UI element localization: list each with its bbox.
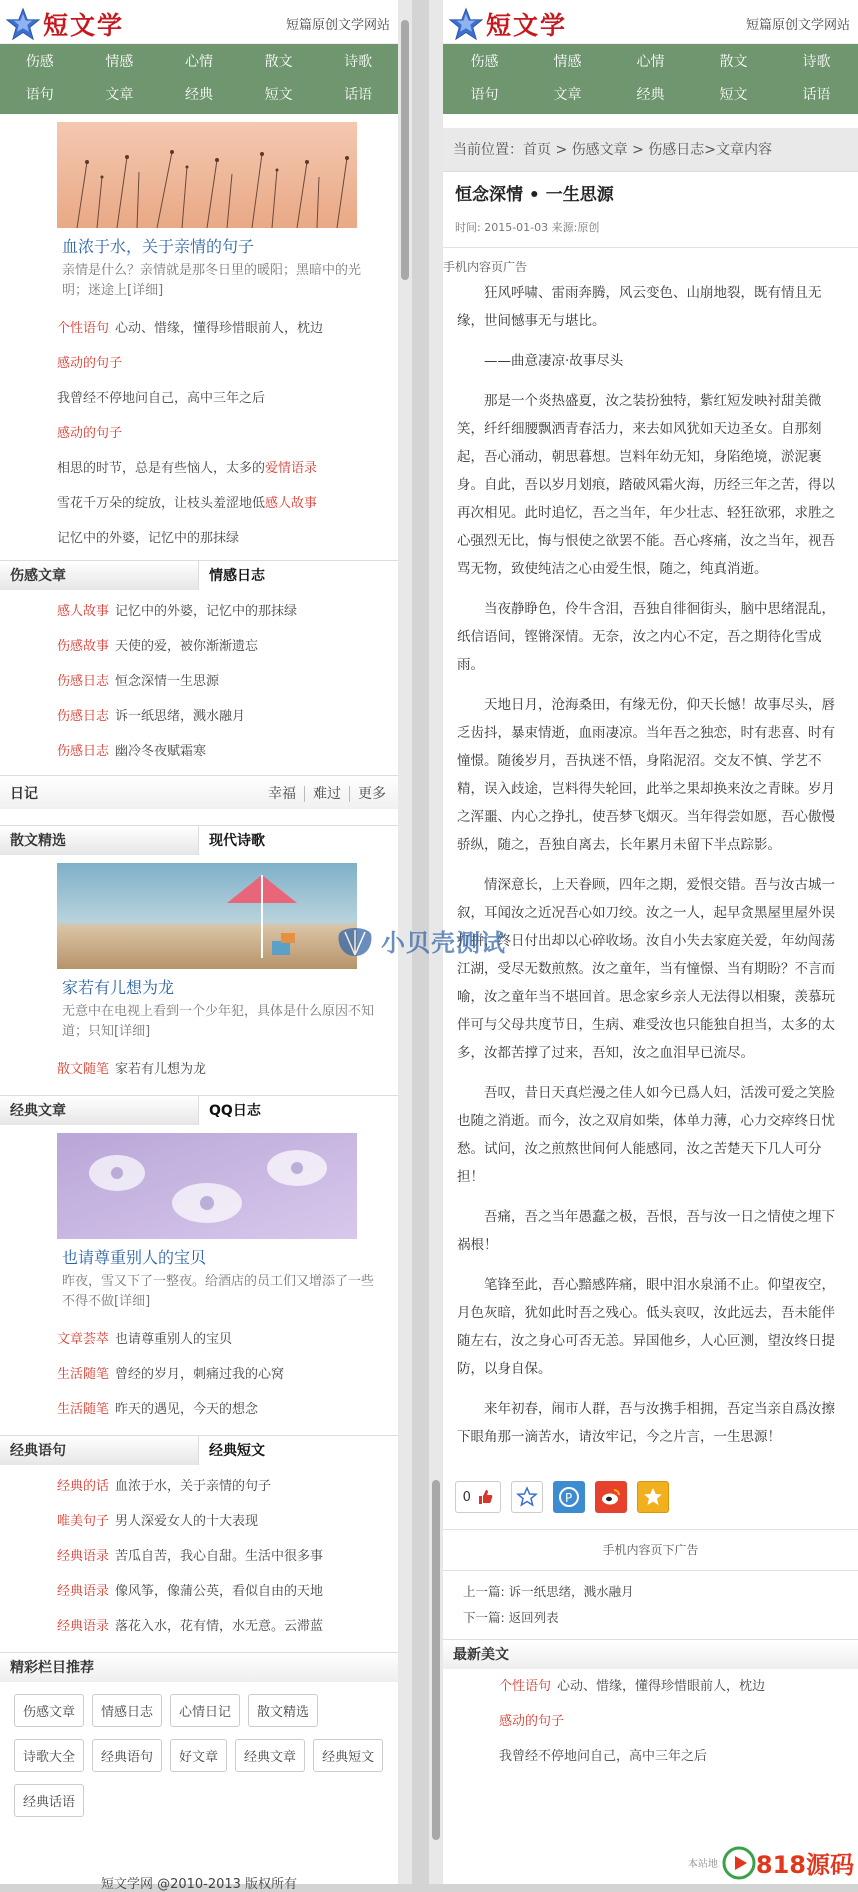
recommend-tag[interactable]: 心情日记 [170,1694,240,1727]
list-item[interactable] [0,734,398,769]
item-text[interactable]: 落花入水，花有情，水无意。云滞蓝 [115,1619,324,1634]
list-item[interactable] [0,1539,398,1574]
shell-icon [335,922,375,958]
nav-item[interactable]: 短文 [264,87,293,103]
article-paragraph: ——曲意凄凉·故事尽头 [484,353,624,369]
item-text[interactable]: 心动、惜缘，懂得珍惜眼前人，枕边 [557,1679,766,1694]
item-text[interactable]: 昨天的遇见，今天的想念 [115,1402,259,1417]
site-slogan: 短篇原创文学网站 [285,18,390,33]
play-logo-icon [722,1846,756,1880]
share-qzone-button[interactable] [553,1481,585,1513]
nav-item[interactable]: 话语 [344,87,373,103]
list-item[interactable] [0,1469,398,1504]
article-paragraph: 吾痛，吾之当年愚蠢之极，吾恨，吾与汝一日之情使之埋下祸根！ [457,1209,835,1253]
breadcrumb[interactable]: 当前位置：首页 > 伤感文章 > 伤感日志>文章内容 [443,128,858,172]
svg-text:P: P [565,1491,573,1505]
category-label[interactable]: 文章荟萃 [57,1332,110,1347]
list-item[interactable] [0,521,398,556]
nav-item[interactable]: 语句 [25,87,54,103]
logo-text: 短文学 [486,11,568,40]
nav-item[interactable]: 情感 [553,54,582,70]
article-body [443,275,858,1451]
recommend-tag[interactable]: 伤感文章 [14,1694,84,1727]
recommend-tag[interactable]: 经典文章 [235,1739,305,1772]
category-label[interactable]: 伤感日志 [57,744,110,759]
item-text[interactable]: 像风筝，像蒲公英，看似自由的天地 [115,1584,324,1599]
tab-qq-diary[interactable]: QQ日志 [199,1096,398,1125]
category-label[interactable]: 个性语句 [499,1679,552,1694]
star-outline-icon [517,1487,537,1507]
category-label[interactable]: 伤感故事 [57,639,110,654]
article-list-4 [0,1322,398,1427]
category-label[interactable]: 经典语录 [57,1549,110,1564]
feature-image-grass[interactable] [57,122,357,228]
nav-item[interactable]: 心情 [184,54,213,70]
tab-classic-short[interactable]: 经典短文 [199,1436,398,1465]
item-text[interactable]: 我曾经不停地问自己，高中三年之后 [499,1749,708,1764]
site-logo-right[interactable] [449,6,567,42]
article-paragraph: 吾叹，昔日天真烂漫之佳人如今已爲人妇，活泼可爱之笑脸也随之消逝。而今，汝之双肩如柴，体单力薄，心力交瘁终日忧愁。试问，汝之煎熬世间何人能感同，汝之苦楚天下几人可分担！ [457,1085,835,1185]
favorite-button[interactable] [511,1481,543,1513]
recommend-tags [0,1682,398,1829]
watermark-text: 小贝壳测试 [381,928,506,957]
latest-list [443,1669,858,1774]
diary-links [260,783,394,803]
nav-row-1 [443,46,858,79]
article-meta: 时间: 2015-01-03 来源:原创 [443,211,858,248]
list-item[interactable] [443,1669,858,1704]
tab-sad-articles[interactable]: 伤感文章 [0,561,199,590]
item-text[interactable]: 感动的句子 [57,356,123,371]
next-link[interactable]: 下一篇: 返回列表 [463,1610,559,1625]
tab-classic-quotes[interactable]: 经典语句 [0,1436,199,1465]
list-item[interactable] [0,381,398,416]
ad-top[interactable]: 手机内容页广告 [443,260,528,274]
diary-bar [0,775,398,809]
spacer [443,114,858,128]
list-item[interactable] [0,416,398,451]
list-item[interactable] [0,1504,398,1539]
category-label[interactable]: 感人故事 [57,604,110,619]
like-button[interactable] [455,1481,501,1513]
highlight-tag[interactable]: 感人故事 [265,496,318,511]
recommend-tag[interactable]: 经典语句 [92,1739,162,1772]
share-weibo-button[interactable] [595,1481,627,1513]
bookmark-star-icon [642,1486,664,1508]
prev-next-links [443,1571,858,1639]
tabs-prose-poetry [0,825,398,855]
recommend-tag[interactable]: 散文精选 [248,1694,318,1727]
tab-poetry[interactable]: 现代诗歌 [199,826,398,855]
item-text[interactable]: 雪花千万朵的绽放，让枝头羞涩地低 [57,496,266,511]
recommend-tag[interactable]: 经典短文 [313,1739,383,1772]
list-item[interactable] [0,1392,398,1427]
recommend-tag[interactable]: 诗歌大全 [14,1739,84,1772]
list-item[interactable] [0,1357,398,1392]
logo-text: 短文学 [43,11,125,40]
diary-link[interactable]: 更多 [358,785,386,802]
site-header-right [443,0,858,44]
item-text[interactable]: 诉一纸思绪，溅水融月 [115,709,246,724]
nav-item[interactable]: 诗歌 [344,54,373,70]
nav-item[interactable]: 文章 [105,87,134,103]
list-item[interactable] [443,1704,858,1739]
site-slogan: 短篇原创文学网站 [745,18,850,33]
watermark [335,922,506,958]
feature-article-3 [0,1125,398,1322]
nav-item[interactable]: 散文 [719,54,748,70]
item-text[interactable]: 记忆中的外婆，记忆中的那抹绿 [115,604,298,619]
nav-item[interactable]: 伤感 [25,54,54,70]
feature-title-2[interactable]: 家若有儿想为龙 [62,978,175,997]
list-item[interactable] [0,311,398,346]
share-favorites-button[interactable] [637,1481,669,1513]
list-item[interactable] [0,629,398,664]
list-item[interactable] [0,451,398,486]
badge-small-text: 本站地 [687,1859,718,1870]
highlight-tag[interactable]: 爱情语录 [265,461,318,476]
nav-item[interactable]: 诗歌 [802,54,831,70]
category-label[interactable]: 经典语录 [57,1584,110,1599]
article-paragraph: 来年初春，闹市人群，吾与汝携手相拥，吾定当亲自爲汝擦下眼角那一滴苦水，请汝牢记，今之片言，一生思源！ [457,1401,835,1445]
diary-link[interactable]: 难过 [305,786,350,802]
nav-item[interactable]: 语句 [470,87,499,103]
star-logo-icon [6,7,40,41]
nav-row-2 [0,79,398,112]
category-label[interactable]: 唯美句子 [57,1514,110,1529]
diary-link[interactable]: 幸福 [260,786,305,802]
item-text[interactable]: 感动的句子 [57,426,123,441]
right-scroll-thumb[interactable] [432,1480,440,1840]
footer-copyright: 短文学网 @2010-2013 版权所有 [100,1877,298,1892]
main-nav-right [443,44,858,114]
article-paragraph: 狂风呼啸、雷雨奔腾，风云变色、山崩地裂，既有情且无缘，世间憾事无与堪比。 [457,285,822,329]
article-list-3 [0,1052,398,1087]
nav-item[interactable]: 散文 [264,54,293,70]
star-logo-icon [449,7,483,41]
article-paragraph: 那是一个炎热盛夏，汝之装扮独特，紫红短发映衬甜美微笑，纤纤细腰飘洒青春活力，来去如风犹如天边圣女。自那刻起，吾心涌动，朝思暮想。岂料年幼无知，身陷绝境，淤泥裹身。自此，吾以岁月划痕，踏破风霜火海，历经三年之苦，得以再次相见。此时追忆，吾之当年，年少壮志、轻狂欲邪，求胜之心强烈无比，悔与恨使之欲罢不能。吾心疼痛，汝之当年，视吾骂无物，致使纯洁之心由爱生恨，随之，纯真消逝。 [457,393,835,577]
feature-image-flowers[interactable] [57,1133,357,1239]
list-item[interactable] [443,1739,858,1774]
tabs-sad-emotion [0,560,398,590]
list-item[interactable] [0,1052,398,1087]
nav-item[interactable]: 文章 [553,87,582,103]
nav-item[interactable]: 经典 [636,87,665,103]
item-text[interactable]: 我曾经不停地问自己，高中三年之后 [57,391,266,406]
category-label[interactable]: 伤感日志 [57,674,110,689]
tabs-classic-qq [0,1095,398,1125]
category-label[interactable]: 个性语句 [57,321,110,336]
item-text[interactable]: 恒念深情一生思源 [115,674,220,689]
nav-item[interactable]: 经典 [184,87,213,103]
item-text[interactable]: 相思的时节，总是有些恼人，太多的 [57,461,266,476]
left-scroll-thumb[interactable] [401,20,409,280]
tab-classic-articles[interactable]: 经典文章 [0,1096,199,1125]
feature-title[interactable]: 血浓于水，关于亲情的句子 [62,237,255,256]
site-logo[interactable] [6,6,124,42]
list-item[interactable] [0,1574,398,1609]
article-list-1 [0,311,398,556]
list-item[interactable] [0,486,398,521]
item-text[interactable]: 幽冷冬夜赋霜寒 [115,744,207,759]
feature-article [0,114,398,311]
category-label[interactable]: 散文随笔 [57,1062,110,1077]
item-text[interactable]: 感动的句子 [499,1714,565,1729]
list-item[interactable] [0,699,398,734]
feature-summary: 亲情是什么？亲情就是那冬日里的暖阳；黑暗中的光明；迷途上[详细] [62,263,362,298]
item-text[interactable]: 男人深爱女人的十大表现 [115,1514,259,1529]
category-label[interactable]: 生活随笔 [57,1367,110,1382]
item-text[interactable]: 血浓于水，关于亲情的句子 [115,1479,272,1494]
item-text[interactable]: 曾经的岁月，刺痛过我的心窝 [115,1367,285,1382]
badge-big-text: 818源码 [755,1851,854,1879]
like-count: 0 [462,1489,471,1505]
list-item[interactable] [0,594,398,629]
list-item[interactable] [0,664,398,699]
category-label[interactable]: 生活随笔 [57,1402,110,1417]
site-header [0,0,398,44]
diary-title: 日记 [10,785,38,802]
tab-prose[interactable]: 散文精选 [0,826,199,855]
ad-bottom[interactable]: 手机内容页下广告 [443,1529,858,1571]
qzone-icon [558,1486,580,1508]
article-title: 恒念深情 • 一生思源 [455,185,614,205]
feature-title-3[interactable]: 也请尊重别人的宝贝 [62,1248,207,1267]
item-text[interactable]: 也请尊重别人的宝贝 [115,1332,233,1347]
share-actions [443,1463,858,1525]
category-label[interactable]: 经典的话 [57,1479,110,1494]
feature-summary-3: 昨夜，雪又下了一整夜。给酒店的员工们又增添了一些不得不做[详细] [62,1274,375,1309]
latest-title: 最新美文 [443,1639,858,1669]
article-paragraph: 天地日月，沧海桑田，有缘无份，仰天长憾！故事尽头，唇乏齿抖，暴束情逝，血雨凄凉。当年吾之独恋，时有悲喜、时有憧憬。随後岁月，吾执迷不悟，身陷泥沼。交友不慎、学艺不精，误入歧途，岂料得失轮回，此举之果却换来汝之青睐。岁月之浑噩、内心之挣扎，使吾梦飞烟灭。当年得尝如愿，吾心傲慢骄纵，随之，吾独自离去，长年累月未留下半点踪影。 [457,697,835,853]
tab-emotion-diary[interactable]: 情感日志 [199,561,398,590]
site-badge [688,1845,854,1880]
nav-row-1 [0,46,398,79]
item-text[interactable]: 心动、惜缘，懂得珍惜眼前人，枕边 [115,321,324,336]
nav-item[interactable]: 短文 [719,87,748,103]
article-paragraph: 笔锋至此，吾心黯感阵痛，眼中泪水泉涌不止。仰望夜空，月色灰暗，犹如此时吾之残心。低头哀叹，汝此远去，吾未能伴随左右，汝之身心可否无恙。异国他乡，人心叵测，望汝终日提防，以身自保。 [457,1277,835,1377]
category-label[interactable]: 伤感日志 [57,709,110,724]
list-item[interactable] [0,346,398,381]
prev-link[interactable]: 上一篇: 诉一纸思绪，溅水融月 [463,1584,634,1599]
recommend-tag[interactable]: 经典话语 [14,1784,84,1817]
weibo-icon [600,1486,622,1508]
list-item[interactable] [0,1322,398,1357]
thumbs-up-icon [477,1489,493,1505]
nav-item[interactable]: 心情 [636,54,665,70]
feature-summary-2: 无意中在电视上看到一个少年犯，具体是什么原因不知道；只知[详细] [62,1004,375,1039]
recommend-tag[interactable]: 情感日志 [92,1694,162,1727]
article-paragraph: 当夜静睁色，伶牛含泪，吾独自徘徊街头，脑中思绪混乱，纸信语间，铿锵深情。无奈，汝之内心不定，吾之期待化雪成雨。 [457,601,835,673]
nav-item[interactable]: 话语 [802,87,831,103]
tabs-quotes-short [0,1435,398,1465]
article-list-2 [0,594,398,769]
list-item[interactable] [0,1609,398,1644]
article-paragraph: 情深意长，上天眷顾，四年之期，爱恨交错。吾与汝古城一叙，耳闻汝之近况吾心如刀绞。汝之一人，起早贪黑屋里屋外误打拼，终日付出却以心碎收场。汝自小失去家庭关爱，年幼闯荡江湖，受尽无数煎熬。汝之童年，当有憧憬、当有期盼？不言而喻，汝之童年当不堪回首。思念家乡亲人无法得以相聚，羡慕玩伴可与父母共度节日，生病、难受汝也只能独自担当，太多的太多，汝都苦撑了过来，吾知，汝之血泪早已流尽。 [457,877,835,1061]
recommend-tag[interactable]: 好文章 [170,1739,227,1772]
nav-item[interactable]: 伤感 [470,54,499,70]
item-text[interactable]: 家若有儿想为龙 [115,1062,207,1077]
nav-item[interactable]: 情感 [105,54,134,70]
item-text[interactable]: 天使的爱，被你渐渐遗忘 [115,639,259,654]
recommend-title: 精彩栏目推荐 [0,1652,398,1682]
item-text[interactable]: 苦瓜自苦，我心自甜。生活中很多事 [115,1549,324,1564]
nav-row-2 [443,79,858,112]
item-text[interactable]: 记忆中的外婆，记忆中的那抹绿 [57,531,240,546]
main-nav [0,44,398,114]
article-list-5 [0,1469,398,1644]
category-label[interactable]: 经典语录 [57,1619,110,1634]
feature-image-beach[interactable] [57,863,357,969]
